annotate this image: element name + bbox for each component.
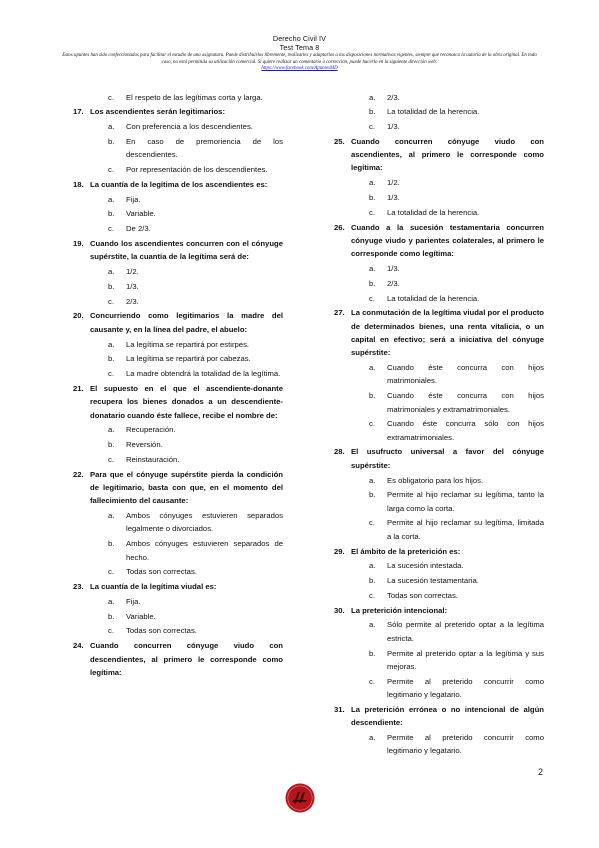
question-23 [73,580,283,593]
question-text: Para que el cónyuge supérstite pierda la condición de legitimario, basta con que, en el momento del fallecimiento del causante: [90,469,283,506]
question-text: Los ascendientes serán legitimarios: [90,107,226,117]
question-number: 19. [73,238,84,248]
option-letter: b. [369,648,376,658]
option [369,647,544,674]
question-text: El ámbito de la preterición es: [351,546,461,556]
option-letter: b. [369,278,376,288]
question-number: 29. [334,546,345,556]
option [108,624,283,637]
question-26 [334,221,544,261]
option-text: Variable. [126,611,156,621]
option [108,610,283,623]
option-letter: b. [369,391,376,401]
option-text: Permite al preterido concurrir como legitimario y legatario. [387,732,544,756]
option-text: Sólo permite al preterido optar a la legítima estricta. [387,620,544,643]
option-text: La legítima se repartirá por cabezas. [126,354,251,364]
option-text: Con preferencia a los descendientes. [126,122,253,132]
question-text: Cuando concurren cónyuge viudo con ascendientes, al primero le corresponde como legítima: [351,136,544,173]
option [108,135,283,162]
option-letter: b. [108,611,115,621]
option [108,565,283,578]
option [369,292,544,305]
question-text: Cuando a la sucesión testamentaria concurren cónyuge viudo y parientes colaterales, al primero le corresponde como legítima: [351,222,544,259]
option [369,589,544,602]
option [108,509,283,536]
right-column [334,89,544,757]
option [369,361,544,388]
option-text: 1/3. [387,122,400,132]
option-letter: a. [369,264,376,274]
option-text: Cuando éste concurra sólo con hijos extramatrimoniales. [387,419,544,442]
question-21 [73,382,283,422]
option-text: Permite al preterido optar a la legítima y sus mejoras. [387,648,544,671]
option-letter: a. [369,620,376,630]
option-letter: c. [108,92,114,102]
test-subtitle: Test Tema 8 [279,42,320,52]
question-number: 21. [73,383,84,393]
question-20 [73,309,283,336]
option-text: Todas son correctas. [126,567,197,577]
option [108,207,283,220]
facebook-link[interactable]: https://www.facebook.com/ApuntesMD [261,66,338,71]
option [369,516,544,543]
option-letter: b. [369,193,376,203]
option [369,191,544,204]
option-letter: c. [369,590,375,600]
course-title: Derecho Civil IV [272,34,327,43]
option [108,438,283,451]
question-number: 25. [334,136,345,146]
option-letter: c. [369,676,375,686]
disclaimer-line-2: reconozca la autoría de la obra original. En todo caso, no está permitida su utilización comercial. Si quiere realizar un comentario o corrección, puede hacerlo en la siguiente dirección web: [161,53,537,65]
question-text: El usufructo universal a favor del cónyuge supérstite: [351,447,544,470]
disclaimer-line-1: Estos apuntes han sido confeccionados para facilitar el estudio de una asignatura. Puede distribuirlos libremente, realizarles y adaptarlos a las disposiciones normativas vigentes, siempre que [62,53,439,59]
question-25 [334,135,544,175]
option-letter: c. [108,369,114,379]
option-text: 2/3. [387,278,400,288]
question-text: Concurriendo como legitimarios la madre del causante y, en la línea del padre, el abuelo: [90,311,283,334]
option-text: Reinstauración. [126,454,180,464]
option [108,595,283,608]
option-text: Ambos cónyuges estuvieren separados de hecho. [126,539,283,562]
option-text: 1/3. [387,264,400,274]
option [108,423,283,436]
question-number: 22. [73,469,84,479]
option-letter: b. [108,440,115,450]
option-letter: b. [108,209,115,219]
option-letter: c. [369,207,375,217]
option-text: Todas son correctas. [387,590,458,600]
option-letter: a. [369,363,376,373]
option-text: Recuperación. [126,425,176,435]
question-text: La cuantía de la legítima de los ascendientes es: [90,179,268,189]
option-text: 2/3. [387,92,400,102]
option-letter: c. [108,626,114,636]
option [108,352,283,365]
option-letter: c. [108,164,114,174]
option [369,618,544,645]
option [369,120,544,133]
question-17 [73,105,283,118]
option-text: Variable. [126,209,156,219]
question-31 [334,703,544,730]
option-letter: b. [108,354,115,364]
question-18 [73,178,283,191]
option-text: La sucesión testamentaria. [387,576,479,586]
option-letter: a. [108,267,115,277]
question-text: La preterición intencional: [351,605,448,615]
option [369,176,544,189]
question-29 [334,545,544,558]
brand-logo-icon [285,783,315,813]
option-text: Permite al hijo reclamar su legítima, limitada a la corta. [387,518,544,541]
option-letter: c. [108,454,114,464]
option [369,574,544,587]
question-text: Cuando concurren cónyuge viudo con descendientes, al primero le corresponde como legítima: [90,641,283,677]
option [108,453,283,466]
option [108,338,283,351]
option-letter: a. [369,92,376,102]
option-letter: c. [108,567,114,577]
option-text: La legítima se repartirá por estirpes. [126,339,250,349]
question-number: 27. [334,308,345,318]
option [108,91,283,104]
option-text: Todas son correctas. [126,626,197,636]
question-number: 17. [73,107,84,117]
option [369,731,544,758]
question-30 [334,604,544,617]
option [369,675,544,702]
option [369,389,544,416]
option-letter: a. [369,561,376,571]
question-22 [73,468,283,508]
option [369,262,544,275]
option [108,537,283,564]
option [369,105,544,118]
option-letter: b. [108,281,115,291]
option-text: Fija. [126,194,141,204]
question-19 [73,237,283,264]
option [369,488,544,515]
question-number: 18. [73,179,84,189]
option [369,206,544,219]
option-text: La totalidad de la herencia. [387,207,480,217]
option [108,120,283,133]
option [369,417,544,444]
question-text: La cuantía de la legítima viudal es: [90,582,217,592]
option-text: Es obligatorio para los hijos. [387,475,484,485]
option-text: 1/2. [387,178,400,188]
option [108,265,283,278]
option-letter: b. [369,576,376,586]
option-text: La sucesión intestada. [387,561,464,571]
option-letter: a. [108,596,115,606]
question-28 [334,445,544,472]
option-text: Por representación de los descendientes. [126,164,268,174]
option [108,163,283,176]
option-letter: a. [108,339,115,349]
option-letter: b. [369,490,376,500]
option-letter: c. [108,296,114,306]
option [108,222,283,235]
option-text: Permite al hijo reclamar su legítima, tanto la larga como la corta. [387,490,544,513]
option-letter: b. [108,539,115,549]
question-number: 28. [334,447,345,457]
left-column [73,89,283,679]
option-text: 1/2. [126,267,139,277]
question-number: 30. [334,605,345,615]
option-letter: c. [369,122,375,132]
option-text: La totalidad de la herencia. [387,293,480,303]
question-27 [334,306,544,359]
option-letter: a. [108,194,115,204]
option-text: 2/3. [126,296,139,306]
page-number: 2 [538,767,544,777]
option-text: 1/3. [387,193,400,203]
question-text: La conmutación de la legítima viudal por el producto de determinados bienes, una renta vitalicia, o un capital en efectivo; será a iniciativa del cónyuge supérstite: [351,308,544,358]
option-letter: b. [369,107,376,117]
option [369,91,544,104]
question-24 [73,639,283,679]
option [108,280,283,293]
option-text: 1/3. [126,281,139,291]
question-text: Cuando los ascendientes concurren con el cónyuge supérstite, la cuantía de la legítima será de: [90,238,283,262]
option-text: La madre obtendrá la totalidad de la legítima. [126,369,281,379]
option-letter: a. [369,475,376,485]
option-text: Permite al preterido concurrir como legitimario y legatario. [387,676,544,699]
option [369,474,544,487]
question-text: La preterición errónea o no intencional de algún descendiente: [351,704,544,728]
option-letter: a. [108,425,115,435]
option-letter: a. [369,178,376,188]
option-letter: c. [369,293,375,303]
option-text: Cuando éste concurra con hijos matrimoniales y extramatrimoniales. [387,391,544,414]
question-number: 23. [73,582,84,592]
question-number: 26. [334,222,345,232]
option-text: El respeto de las legítimas corta y larga. [126,92,263,102]
page-header [60,35,539,72]
question-number: 31. [334,704,345,714]
license-disclaimer [60,53,539,66]
option [369,277,544,290]
option-letter: a. [108,122,115,132]
option-text: Cuando éste concurra con hijos matrimoniales. [387,363,544,386]
option-letter: c. [369,518,375,528]
option-letter: a. [369,732,376,742]
option-letter: a. [108,511,115,521]
option-letter: c. [369,419,375,429]
option [369,559,544,572]
option-letter: b. [108,136,115,146]
question-number: 20. [73,311,84,321]
option-text: Fija. [126,596,141,606]
option-text: Reversión. [126,440,163,450]
option-text: En caso de premoriencia de los descendientes. [126,136,283,160]
question-text: El supuesto en el que el ascendiente-donante recupera los bienes donados a un descendiente-donatario cuando éste fallece, recibe el nombre de: [90,383,283,420]
option-text: De 2/3. [126,224,151,234]
option-text: La totalidad de la herencia. [387,107,480,117]
option-letter: c. [108,224,114,234]
option [108,193,283,206]
option-text: Ambos cónyuges estuvieren separados legalmente o divorciados. [126,511,283,534]
question-number: 24. [73,641,84,651]
option [108,295,283,308]
option [108,367,283,380]
